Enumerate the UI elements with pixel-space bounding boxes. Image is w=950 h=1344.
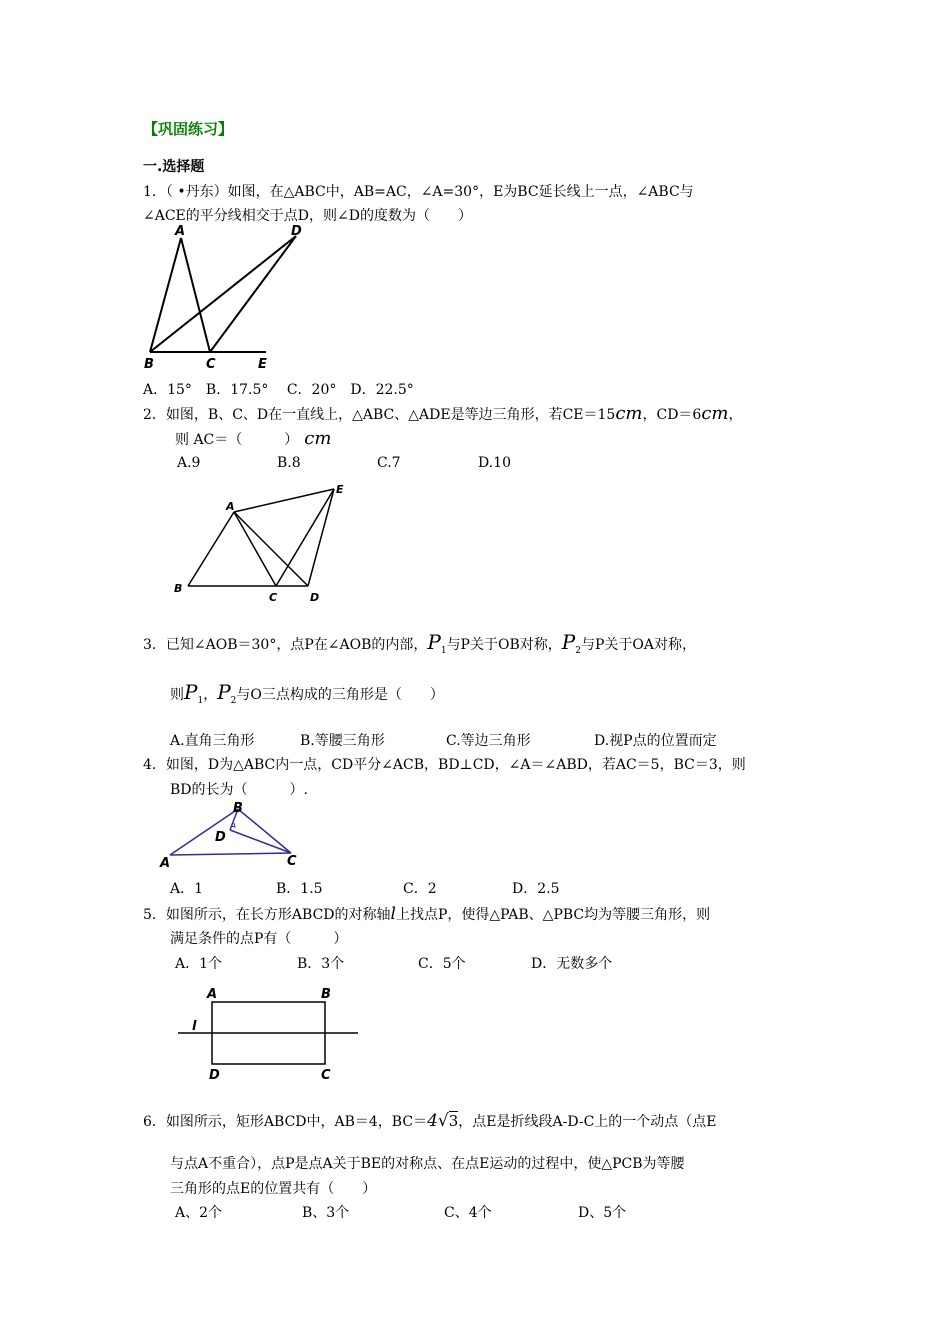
- q3-line2-c: 与O三点构成的三角形是（ ）: [236, 687, 444, 703]
- q3-p2-symbol-2: P: [217, 680, 231, 704]
- q5-line1-a: 5．如图所示，在长方形ABCD的对称轴: [143, 907, 391, 923]
- q5-label-A: A: [207, 987, 218, 1002]
- q6-line2: 与点A不重合），点P是点A关于BE的对称点、在点E运动的过程中，使△PCB为等腰: [170, 1156, 685, 1172]
- q4-line-DC: [230, 830, 291, 853]
- q2-line-AB: [188, 512, 234, 586]
- q1-line2: ∠ACE的平分线相交于点D，则∠D的度数为（ ）: [143, 208, 472, 224]
- q3-p1-symbol: P: [427, 630, 441, 654]
- q5-line1-b: 上找点P，使得△PAB、△PBC均为等腰三角形，则: [395, 907, 711, 923]
- q2-unit-1: cm: [615, 403, 643, 424]
- q2-line1-a: 2．如图，B、C、D在一直线上，△ABC、△ADE是等边三角形，若CE＝15: [143, 407, 616, 423]
- q3-line2: [170, 680, 444, 706]
- q1-label-A: A: [175, 224, 186, 239]
- q4-line2: BD的长为（ ）.: [170, 782, 308, 798]
- q5-label-D: D: [209, 1068, 220, 1083]
- q1-line-AC: [181, 238, 210, 352]
- q2-label-B: B: [174, 582, 183, 595]
- q4-option-c: C．2: [403, 881, 437, 897]
- q3-p1-symbol-2: P: [184, 680, 198, 704]
- q3-p2-symbol: P: [561, 630, 576, 654]
- q4-label-A: A: [160, 856, 171, 870]
- q6-option-b: B、3个: [302, 1205, 350, 1221]
- practice-heading: 【巩固练习】: [143, 120, 234, 138]
- q6-option-a: A、2个: [175, 1205, 223, 1221]
- q3-option-b: B.等腰三角形: [300, 733, 385, 749]
- q4-line-AC: [170, 853, 291, 855]
- q6-line1-b: ，点E是折线段A-D-C上的一个动点（点E: [458, 1114, 717, 1130]
- q6-line1-a: 6．如图所示，矩形ABCD中，AB＝4，BC＝: [143, 1114, 428, 1130]
- q4-option-d: D．2.5: [512, 881, 560, 897]
- q1-label-B: B: [144, 357, 154, 372]
- q2-line2: [175, 428, 331, 449]
- q5-option-d: D．无数多个: [531, 956, 613, 972]
- q5-label-B: B: [321, 987, 331, 1002]
- q5-line2: 满足条件的点P有（ ）: [170, 931, 348, 947]
- q6-line1: [143, 1111, 717, 1131]
- q2-line-AD: [234, 512, 308, 586]
- section-title: 一.选择题: [143, 159, 205, 175]
- q3-option-c: C.等边三角形: [446, 733, 531, 749]
- q2-option-a: A.9: [177, 455, 201, 471]
- q4-label-B: B: [233, 801, 243, 816]
- q3-p2-sub-2: 2: [230, 696, 237, 706]
- q3-line1-c: 与P关于OA对称，: [580, 637, 696, 653]
- q4-line1: 4．如图，D为△ABC内一点，CD平分∠ACB，BD⊥CD，∠A＝∠ABD，若AC＝5，BC＝3，则: [143, 757, 746, 773]
- q5-figure: [170, 982, 365, 1084]
- q2-option-b: B.8: [277, 455, 301, 471]
- q3-line1: [143, 630, 696, 656]
- q2-line2-text: 则 AC＝（ ）: [175, 432, 299, 448]
- q2-line-AC: [234, 512, 276, 586]
- q3-p2-sub: 2: [575, 646, 581, 656]
- q5-label-C: C: [321, 1068, 331, 1083]
- q1-label-D: D: [291, 224, 302, 239]
- q2-line-DE: [308, 489, 334, 586]
- q2-label-E: E: [336, 483, 344, 496]
- q2-option-c: C.7: [377, 455, 401, 471]
- q2-line1: [143, 403, 743, 424]
- q5-line1: [143, 904, 710, 924]
- q3-line1-a: 3．已知∠AOB＝30°，点P在∠AOB的内部，: [143, 637, 428, 653]
- q1-options: A．15° B．17.5° C．20° D．22.5°: [143, 382, 414, 398]
- q6-option-d: D、5个: [578, 1205, 627, 1221]
- q3-line2-a: 则: [170, 687, 184, 703]
- q2-label-C: C: [269, 591, 278, 604]
- q4-figure: [158, 795, 308, 870]
- q1-line1: 1．（ •丹东）如图，在△ABC中，AB=AC，∠A=30°，E为BC延长线上一点，∠ABC与: [143, 184, 694, 200]
- q4-line-BC: [238, 809, 291, 853]
- q5-option-a: A．1个: [175, 956, 223, 972]
- q6-line3: 三角形的点E的位置共有（ ）: [170, 1181, 377, 1197]
- q5-label-l: l: [192, 1019, 197, 1034]
- q3-option-a: A.直角三角形: [170, 733, 255, 749]
- q3-option-d: D.视P点的位置而定: [594, 733, 717, 749]
- q4-label-C: C: [287, 854, 297, 869]
- q6-radicand: 3: [448, 1112, 459, 1130]
- q1-line-AB: [150, 238, 181, 352]
- q1-figure: [138, 220, 318, 372]
- q1-label-C: C: [206, 357, 216, 372]
- q4-option-a: A．1: [170, 881, 204, 897]
- q2-label-A: A: [226, 500, 235, 513]
- q1-label-E: E: [258, 357, 267, 372]
- q2-line1-b: ，CD＝6: [642, 407, 702, 423]
- q3-p1-sub-2: 1: [197, 696, 204, 706]
- q5-option-c: C．5个: [418, 956, 466, 972]
- q2-unit-3: cm: [304, 428, 332, 449]
- q2-unit-2: cm: [701, 403, 729, 424]
- q5-axis-symbol: l: [390, 904, 396, 924]
- q2-figure: [168, 476, 353, 608]
- q4-line-AB: [170, 809, 238, 855]
- q5-option-b: B．3个: [297, 956, 345, 972]
- q2-option-d: D.10: [478, 455, 511, 471]
- q2-label-D: D: [310, 591, 320, 604]
- q3-p1-sub: 1: [440, 646, 447, 656]
- q6-option-c: C、4个: [444, 1205, 492, 1221]
- q6-radical-sign: √: [437, 1111, 449, 1131]
- q6-coefficient: 4: [427, 1111, 438, 1131]
- q3-line1-b: 与P关于OB对称，: [446, 637, 562, 653]
- q3-line2-b: ，: [203, 687, 218, 703]
- q2-line1-c: ，: [728, 407, 743, 423]
- q2-line-AE: [234, 489, 334, 512]
- q4-label-D: D: [215, 830, 226, 845]
- q2-line-CE: [276, 489, 334, 586]
- q4-option-b: B．1.5: [276, 881, 323, 897]
